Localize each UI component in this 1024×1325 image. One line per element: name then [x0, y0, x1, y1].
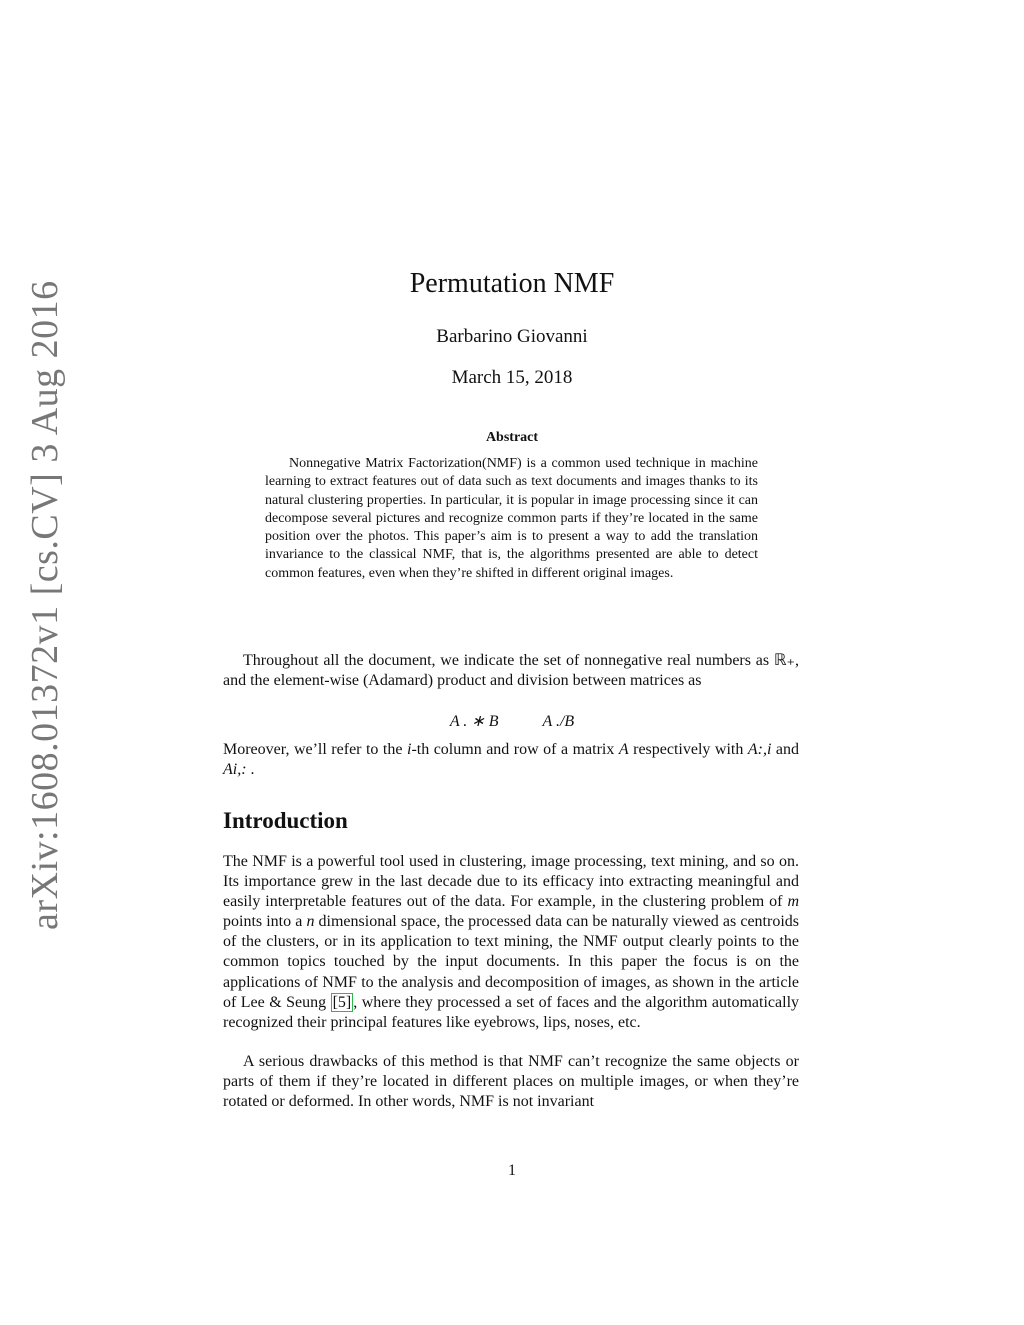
introduction-heading: Introduction: [223, 808, 348, 833]
indexing-text-a: Moreover, we’ll refer to the: [223, 741, 407, 758]
indexing-paragraph: [223, 740, 799, 780]
variable-n: n: [306, 913, 315, 931]
elementwise-division: A ./B: [542, 713, 575, 730]
abstract-heading: Abstract: [485, 430, 539, 445]
page-number: 1: [508, 1162, 516, 1179]
paper-date: March 15, 2018: [451, 367, 573, 388]
indexing-text-c: respectively with: [628, 741, 748, 758]
nonnegative-reals-symbol: ℝ₊: [773, 652, 795, 669]
intro-text-b: points into a: [223, 913, 307, 931]
row-notation: Ai,:: [223, 761, 247, 779]
introduction-paragraph-2: A serious drawbacks of this method is that NMF can’t recognize the same objects or parts of them if they’re located in different places on multiple images, or when they’re rotated or deformed. In other words, NMF is not invariant: [223, 1053, 799, 1111]
introduction-paragraph-1: [223, 852, 799, 1033]
indexing-and: and: [771, 741, 800, 758]
indexing-end: .: [246, 761, 255, 779]
author-name: Barbarino Giovanni: [436, 326, 588, 347]
paper-title: Permutation NMF: [409, 268, 615, 299]
arxiv-identifier: arXiv:1608.01372v1 [cs.CV] 3 Aug 2016: [24, 280, 66, 930]
elementwise-product: A . ∗ B: [449, 713, 499, 730]
variable-m: m: [787, 893, 799, 911]
index-i: i: [406, 741, 412, 758]
abstract-text: Nonnegative Matrix Factorization(NMF) is a common used technique in machine learning to extract features out of data such as text documents and images thanks to its natural clustering properties. In particular, it is popular in image processing since it can decompose several pictures and recognize common parts if they’re located in the same position over the photos. This paper’s aim is to present a way to add the translation invariance to the classical NMF, that is, the algorithms presented are able to detect common features, even when they’re shifted in different original images.: [265, 456, 758, 581]
citation-link[interactable]: [5]: [332, 993, 352, 1011]
matrix-a: A: [618, 741, 629, 758]
elementwise-operations-display: [0, 711, 1024, 731]
intro-text-a: The NMF is a powerful tool used in clustering, image processing, text mining, and so on. Its importance grew in the last decade due to its efficacy into extracting meaningful and easily interpretable features out of the data. For example, in the clustering problem of: [223, 853, 799, 911]
intro-text-d: , where they processed a set of faces and the algorithm automatically recognized their principal features like eyebrows, lips, noses, etc.: [223, 993, 800, 1031]
notation-paragraph: [223, 651, 799, 691]
indexing-text-b: -th column and row of a matrix: [411, 741, 619, 758]
column-notation: A:,i: [747, 741, 772, 758]
intro-text-c: dimensional space, the processed data can be naturally viewed as centroids of the clusters, or in its application to text mining, the NMF output clearly points to the common topics touched by the input documents. In this paper the focus is on the applications of NMF to the analysis and decomposition of images, as shown in the article of Lee & Seung: [223, 913, 800, 1011]
notation-text-b: , and the element-wise (Adamard) product and division between matrices as: [223, 652, 799, 690]
notation-text-a: Throughout all the document, we indicate the set of nonnegative real numbers as: [243, 652, 774, 669]
